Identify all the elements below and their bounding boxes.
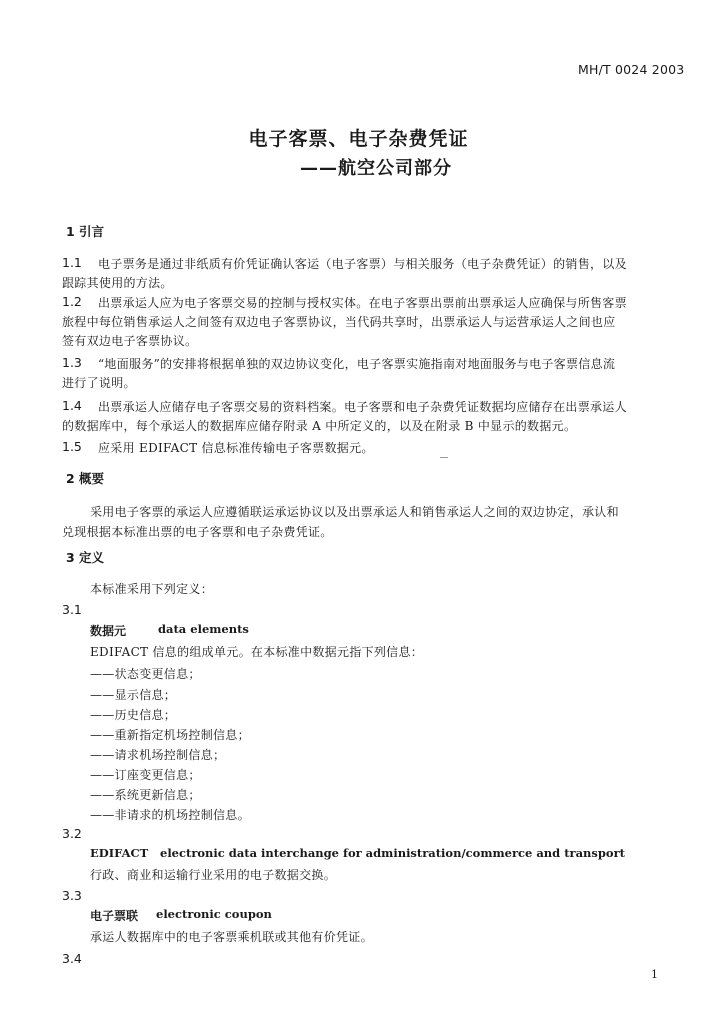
definition-3-2-term: EDIFACT — [90, 846, 149, 860]
definition-3-4-number: 3.4 — [62, 951, 82, 966]
definition-3-1-term-zh: 数据元 — [90, 624, 127, 638]
document-subtitle: ——航空公司部分 — [300, 158, 452, 179]
data-element-list-item: ——重新指定机场控制信息； — [90, 728, 250, 742]
definition-3-3-desc: 承运人数据库中的电子客票乘机联或其他有价凭证。 — [90, 930, 373, 944]
definition-3-3-number: 3.3 — [62, 888, 82, 903]
stray-mark — [440, 457, 448, 458]
section-3-heading: 3 定义 — [66, 550, 105, 565]
clause-1-2-number: 1.2 — [62, 294, 82, 309]
section-1-heading: 1 引言 — [66, 224, 105, 239]
definition-3-3-term-zh: 电子票联 — [90, 909, 139, 923]
document-title: 电子客票、电子杂费凭证 — [248, 128, 469, 150]
section-2-heading: 2 概要 — [66, 471, 105, 486]
data-element-list-item: ——历史信息； — [90, 708, 177, 722]
data-element-list-item: ——显示信息； — [90, 688, 177, 702]
definitions-intro: 本标准采用下列定义： — [90, 582, 214, 596]
definition-3-1-desc: EDIFACT 信息的组成单元。在本标准中数据元指下列信息： — [90, 645, 424, 659]
definition-3-2-term-en: electronic data interchange for administration/commerce and transport — [160, 846, 625, 860]
standard-code: MH/T 0024 2003 — [578, 62, 685, 77]
clause-1-3-text-cont: 进行了说明。 — [62, 376, 136, 390]
clause-1-2-text: 出票承运人应为电子客票交易的控制与授权实体。在电子客票出票前出票承运人应确保与所售客票 — [98, 296, 627, 310]
definition-3-3-term-en: electronic coupon — [156, 907, 272, 921]
clause-1-5-text: 应采用 EDIFACT 信息标准传输电子客票数据元。 — [98, 441, 374, 455]
definition-3-2-desc: 行政、商业和运输行业采用的电子数据交换。 — [90, 868, 337, 882]
definition-3-1-term-en: data elements — [158, 622, 249, 636]
page-number: 1 — [651, 968, 658, 981]
clause-1-5-number: 1.5 — [62, 439, 82, 454]
definition-3-1-number: 3.1 — [62, 602, 82, 617]
data-element-list-item: ——订座变更信息； — [90, 768, 201, 782]
data-element-list-item: ——请求机场控制信息； — [90, 748, 226, 762]
data-element-list-item: ——状态变更信息； — [90, 667, 201, 681]
clause-1-3-number: 1.3 — [62, 355, 82, 370]
clause-1-1-text: 电子票务是通过非纸质有价凭证确认客运（电子客票）与相关服务（电子杂费凭证）的销售，以及 — [98, 257, 627, 271]
definition-3-2-number: 3.2 — [62, 826, 82, 841]
clause-1-4-text-cont: 的数据库中，每个承运人的数据库应储存附录 A 中所定义的，以及在附录 B 中显示的数据元。 — [62, 419, 577, 433]
clause-1-4-number: 1.4 — [62, 398, 82, 413]
clause-1-1-text-cont: 跟踪其使用的方法。 — [62, 276, 173, 290]
clause-1-1-number: 1.1 — [62, 255, 82, 270]
data-element-list-item: ——非请求的机场控制信息。 — [90, 808, 250, 822]
data-element-list-item: ——系统更新信息； — [90, 788, 201, 802]
clause-1-3-text: “地面服务”的安排将根据单独的双边协议变化，电子客票实施指南对地面服务与电子客票信息流 — [98, 357, 616, 371]
section-2-text-cont: 兑现根据本标准出票的电子客票和电子杂费凭证。 — [62, 525, 333, 539]
clause-1-4-text: 出票承运人应储存电子客票交易的资料档案。电子客票和电子杂费凭证数据均应储存在出票承运人 — [98, 400, 627, 414]
section-2-text: 采用电子客票的承运人应遵循联运承运协议以及出票承运人和销售承运人之间的双边协定，承认和 — [90, 505, 619, 519]
clause-1-2-text-cont2: 签有双边电子客票协议。 — [62, 334, 198, 348]
clause-1-2-text-cont: 旅程中每位销售承运人之间签有双边电子客票协议，当代码共享时，出票承运人与运营承运人之间也应 — [62, 315, 616, 329]
